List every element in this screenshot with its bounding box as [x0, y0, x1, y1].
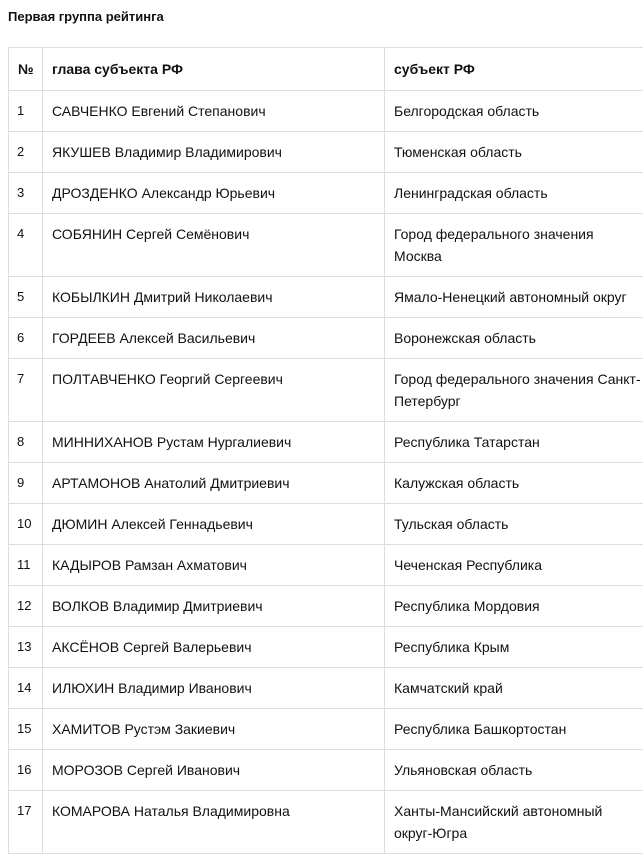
rating-table — [8, 47, 643, 854]
cell-subject: Камчатский край — [385, 668, 643, 709]
table-row — [9, 173, 643, 214]
cell-num: 7 — [9, 359, 43, 422]
table-row — [9, 359, 643, 422]
cell-head: КОМАРОВА Наталья Владимировна — [43, 791, 385, 854]
page-title: Первая группа рейтинга — [8, 8, 164, 26]
cell-head: САВЧЕНКО Евгений Степанович — [43, 91, 385, 132]
table-row — [9, 504, 643, 545]
table-row — [9, 422, 643, 463]
table-header-row — [9, 48, 643, 91]
cell-head: МОРОЗОВ Сергей Иванович — [43, 750, 385, 791]
cell-subject: Воронежская область — [385, 318, 643, 359]
cell-subject: Белгородская область — [385, 91, 643, 132]
cell-num: 6 — [9, 318, 43, 359]
table-row — [9, 318, 643, 359]
cell-num: 9 — [9, 463, 43, 504]
table-row — [9, 627, 643, 668]
cell-head: ДРОЗДЕНКО Александр Юрьевич — [43, 173, 385, 214]
table-row — [9, 668, 643, 709]
cell-head: ВОЛКОВ Владимир Дмитриевич — [43, 586, 385, 627]
cell-subject: Чеченская Республика — [385, 545, 643, 586]
table-row — [9, 545, 643, 586]
cell-num: 15 — [9, 709, 43, 750]
cell-num: 17 — [9, 791, 43, 854]
cell-head: КОБЫЛКИН Дмитрий Николаевич — [43, 277, 385, 318]
table-row — [9, 91, 643, 132]
table-row — [9, 750, 643, 791]
cell-head: КАДЫРОВ Рамзан Ахматович — [43, 545, 385, 586]
table-row — [9, 214, 643, 277]
cell-num: 14 — [9, 668, 43, 709]
cell-num: 13 — [9, 627, 43, 668]
table-row — [9, 463, 643, 504]
column-header-head: глава субъекта РФ — [43, 48, 385, 91]
cell-head: ИЛЮХИН Владимир Иванович — [43, 668, 385, 709]
cell-subject: Ульяновская область — [385, 750, 643, 791]
cell-head: ХАМИТОВ Рустэм Закиевич — [43, 709, 385, 750]
cell-head: СОБЯНИН Сергей Семёнович — [43, 214, 385, 277]
cell-head: ДЮМИН Алексей Геннадьевич — [43, 504, 385, 545]
cell-head: МИННИХАНОВ Рустам Нургалиевич — [43, 422, 385, 463]
cell-subject: Калужская область — [385, 463, 643, 504]
cell-head: ЯКУШЕВ Владимир Владимирович — [43, 132, 385, 173]
cell-head: ПОЛТАВЧЕНКО Георгий Сергеевич — [43, 359, 385, 422]
cell-subject: Республика Башкортостан — [385, 709, 643, 750]
cell-head: АКСЁНОВ Сергей Валерьевич — [43, 627, 385, 668]
cell-subject: Тюменская область — [385, 132, 643, 173]
column-header-num: № — [9, 48, 43, 91]
cell-subject: Республика Крым — [385, 627, 643, 668]
cell-head: АРТАМОНОВ Анатолий Дмитриевич — [43, 463, 385, 504]
table-row — [9, 132, 643, 173]
table-row — [9, 586, 643, 627]
cell-num: 12 — [9, 586, 43, 627]
cell-subject: Ленинградская область — [385, 173, 643, 214]
cell-num: 11 — [9, 545, 43, 586]
cell-subject: Город федерального значения Москва — [385, 214, 643, 277]
cell-subject: Ханты-Мансийский автономный округ-Югра — [385, 791, 643, 854]
cell-num: 3 — [9, 173, 43, 214]
cell-num: 1 — [9, 91, 43, 132]
cell-head: ГОРДЕЕВ Алексей Васильевич — [43, 318, 385, 359]
cell-subject: Республика Татарстан — [385, 422, 643, 463]
cell-subject: Ямало-Ненецкий автономный округ — [385, 277, 643, 318]
table-row — [9, 709, 643, 750]
table-row — [9, 277, 643, 318]
cell-num: 10 — [9, 504, 43, 545]
cell-num: 8 — [9, 422, 43, 463]
cell-num: 2 — [9, 132, 43, 173]
cell-num: 4 — [9, 214, 43, 277]
cell-num: 16 — [9, 750, 43, 791]
cell-subject: Город федерального значения Санкт-Петербург — [385, 359, 643, 422]
column-header-subject: субъект РФ — [385, 48, 643, 91]
cell-subject: Тульская область — [385, 504, 643, 545]
table-row — [9, 791, 643, 854]
cell-num: 5 — [9, 277, 43, 318]
cell-subject: Республика Мордовия — [385, 586, 643, 627]
